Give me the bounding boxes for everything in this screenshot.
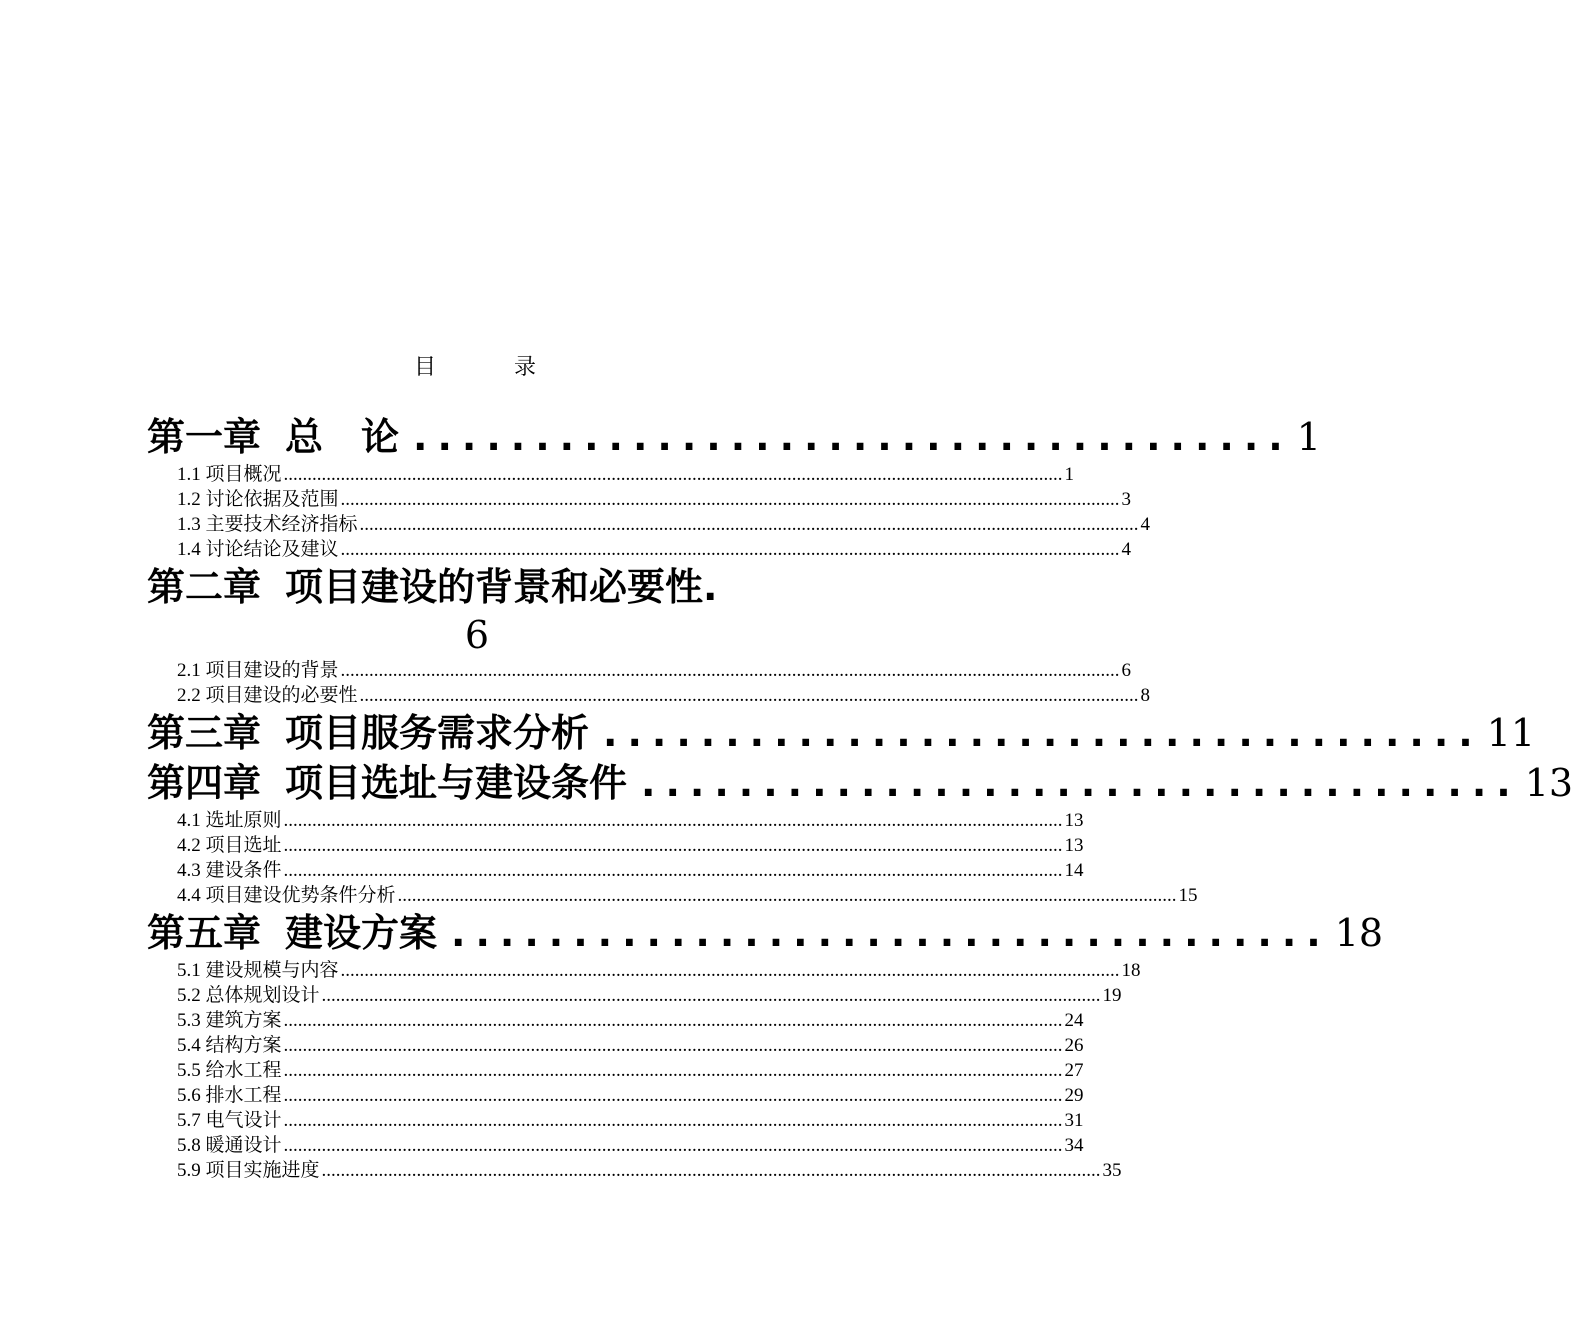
dot-leader: .................................................................................................................................................................... <box>359 685 1139 706</box>
toc-chapter-3[interactable] <box>147 708 1536 758</box>
chapter-title: 项目选址与建设条件 <box>285 761 628 805</box>
toc-section[interactable] <box>147 487 1132 512</box>
toc-section[interactable] <box>147 958 1141 983</box>
section-page: 4 <box>1140 514 1151 535</box>
toc-chapter-2[interactable] <box>147 562 807 658</box>
toc-section[interactable] <box>147 1083 1084 1108</box>
section-label: 5.5 给水工程 <box>177 1060 282 1081</box>
section-page: 13 <box>1064 810 1084 831</box>
chapter-label: 第四章 <box>147 761 262 805</box>
chapter-page: 1 <box>1296 415 1321 459</box>
toc-section[interactable] <box>147 833 1084 858</box>
section-page: 34 <box>1064 1135 1084 1156</box>
section-page: 27 <box>1064 1060 1084 1081</box>
section-page: 19 <box>1102 985 1122 1006</box>
section-label: 5.4 结构方案 <box>177 1035 282 1056</box>
section-label: 1.4 讨论结论及建议 <box>177 539 339 560</box>
section-page: 29 <box>1064 1085 1084 1106</box>
dot-leader: .................................................................................................................................................................... <box>340 489 1120 510</box>
chapter-label: 第五章 <box>147 911 262 955</box>
toc-section[interactable] <box>147 883 1198 908</box>
section-page: 15 <box>1178 885 1198 906</box>
dot-leader: .................................................................................................................................................................... <box>340 539 1120 560</box>
toc-section[interactable] <box>147 683 1151 708</box>
dot-leader: .................................... <box>603 711 1483 755</box>
chapter-title: 项目建设的背景和必要性. <box>285 565 718 609</box>
table-of-contents <box>147 412 1573 1183</box>
dot-leader: .................................................................................................................................................................... <box>283 1135 1063 1156</box>
chapter-page: 11 <box>1486 711 1536 755</box>
toc-chapter-4[interactable] <box>147 758 1573 808</box>
section-page: 6 <box>1121 660 1132 681</box>
toc-title: 目 录 <box>413 355 564 380</box>
section-page: 3 <box>1121 489 1132 510</box>
dot-leader: .................................................................................................................................................................... <box>283 1060 1063 1081</box>
chapter-title: 建设方案 <box>285 911 438 955</box>
section-page: 26 <box>1064 1035 1084 1056</box>
toc-section[interactable] <box>147 512 1151 537</box>
section-label: 5.2 总体规划设计 <box>177 985 320 1006</box>
dot-leader: .................................................................................................................................................................... <box>283 1085 1063 1106</box>
chapter-page: 18 <box>1334 911 1384 955</box>
section-label: 1.1 项目概况 <box>177 464 282 485</box>
section-page: 18 <box>1121 960 1141 981</box>
dot-leader: .................................................................................................................................................................... <box>340 660 1120 681</box>
dot-leader: .................................................................................................................................................................... <box>340 960 1120 981</box>
section-label: 2.2 项目建设的必要性 <box>177 685 358 706</box>
dot-leader: .................................................................................................................................................................... <box>283 860 1063 881</box>
toc-section[interactable] <box>147 1033 1084 1058</box>
chapter-label: 第二章 <box>147 565 262 609</box>
dot-leader: .................................................................................................................................................................... <box>321 985 1101 1006</box>
toc-section[interactable] <box>147 858 1084 883</box>
dot-leader: .................................... <box>641 761 1521 805</box>
section-label: 1.2 讨论依据及范围 <box>177 489 339 510</box>
dot-leader: .................................................................................................................................................................... <box>283 835 1063 856</box>
toc-section[interactable] <box>147 658 1132 683</box>
toc-section[interactable] <box>147 1108 1084 1133</box>
dot-leader: .................................................................................................................................................................... <box>283 464 1063 485</box>
section-label: 5.8 暖通设计 <box>177 1135 282 1156</box>
chapter-title: 总 论 <box>285 415 400 459</box>
chapter-label: 第三章 <box>147 711 262 755</box>
dot-leader: .................................................................................................................................................................... <box>283 1010 1063 1031</box>
dot-leader: .................................... <box>451 911 1331 955</box>
section-label: 4.3 建设条件 <box>177 860 282 881</box>
dot-leader: .................................................................................................................................................................... <box>397 885 1177 906</box>
section-page: 1 <box>1064 464 1075 485</box>
section-label: 4.1 选址原则 <box>177 810 282 831</box>
section-label: 1.3 主要技术经济指标 <box>177 514 358 535</box>
toc-section[interactable] <box>147 1133 1084 1158</box>
toc-section[interactable] <box>147 462 1075 487</box>
chapter-page: 13 <box>1524 761 1573 805</box>
dot-leader: .................................................................................................................................................................... <box>283 1110 1063 1131</box>
section-page: 8 <box>1140 685 1151 706</box>
section-page: 4 <box>1121 539 1132 560</box>
section-page: 35 <box>1102 1160 1122 1181</box>
dot-leader: .................................................................................................................................................................... <box>359 514 1139 535</box>
section-page: 24 <box>1064 1010 1084 1031</box>
chapter-label: 第一章 <box>147 415 262 459</box>
section-label: 4.2 项目选址 <box>177 835 282 856</box>
dot-leader: .................................................................................................................................................................... <box>283 810 1063 831</box>
section-page: 13 <box>1064 835 1084 856</box>
section-label: 4.4 项目建设优势条件分析 <box>177 885 396 906</box>
toc-section[interactable] <box>147 983 1122 1008</box>
section-label: 5.3 建筑方案 <box>177 1010 282 1031</box>
section-label: 5.1 建设规模与内容 <box>177 960 339 981</box>
section-label: 5.6 排水工程 <box>177 1085 282 1106</box>
dot-leader: .................................... <box>413 415 1293 459</box>
dot-leader: .................................................................................................................................................................... <box>321 1160 1101 1181</box>
section-label: 5.9 项目实施进度 <box>177 1160 320 1181</box>
toc-section[interactable] <box>147 808 1084 833</box>
section-label: 5.7 电气设计 <box>177 1110 282 1131</box>
chapter-page: 6 <box>464 613 490 657</box>
toc-section[interactable] <box>147 1058 1084 1083</box>
section-page: 14 <box>1064 860 1084 881</box>
toc-chapter-1[interactable] <box>147 412 1321 462</box>
toc-section[interactable] <box>147 1158 1122 1183</box>
toc-section[interactable] <box>147 1008 1084 1033</box>
toc-section[interactable] <box>147 537 1132 562</box>
section-label: 2.1 项目建设的背景 <box>177 660 339 681</box>
section-page: 31 <box>1064 1110 1084 1131</box>
dot-leader: .................................................................................................................................................................... <box>283 1035 1063 1056</box>
chapter-title: 项目服务需求分析 <box>285 711 590 755</box>
toc-chapter-5[interactable] <box>147 908 1384 958</box>
